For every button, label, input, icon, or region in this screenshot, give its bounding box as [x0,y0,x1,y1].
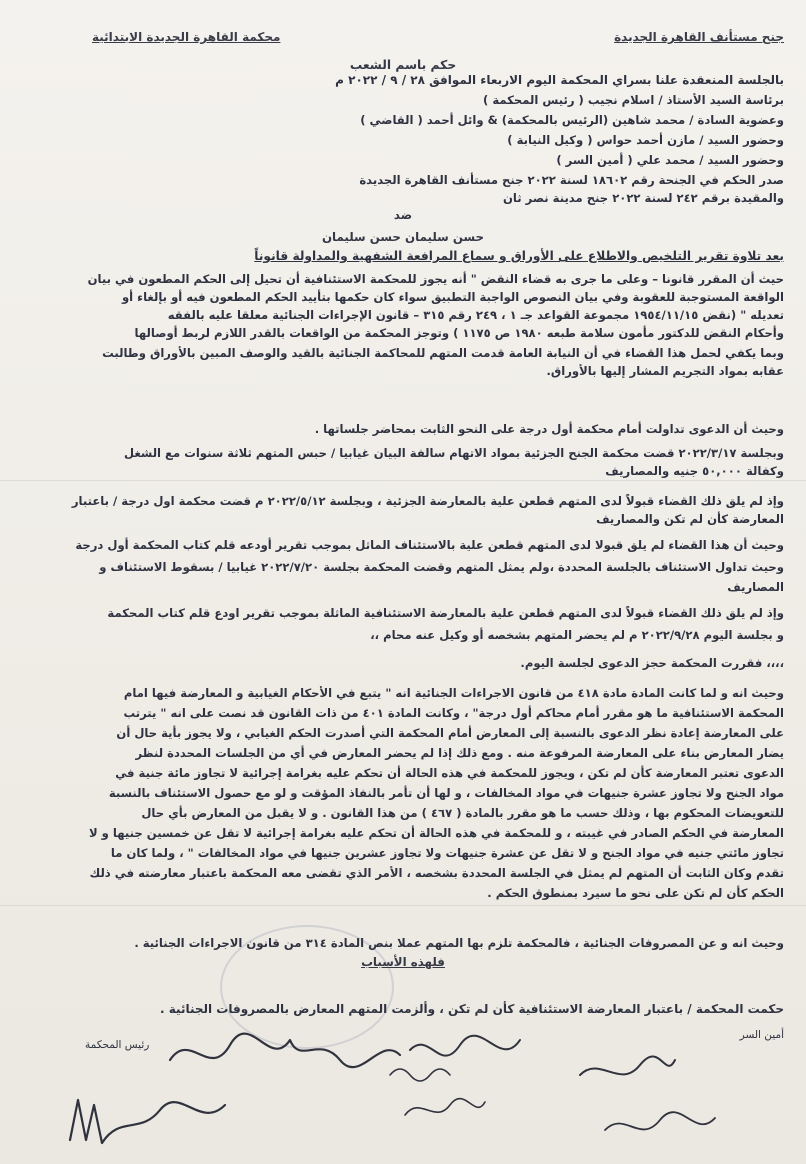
against-label: ضد [393,208,413,222]
body-line: تجاوز مائتي جنيه في مواد الجنح و لا تقل عن عشرة جنيهات ولا تجاوز عشرين جنيها في مواد المخالفات " ، ولما كان ما [110,846,784,860]
paper-fold-line [0,905,806,906]
judgment-title: حكم باسم الشعب [349,58,457,72]
body-line: يضار المعارض بناء على المعارضة المرفوعة منه . ومع ذلك إذا لم يحضر المعارض في أي من الجلسات المحددة لنظر [135,746,784,760]
body-line: الحكم كأن لم تكن على نحو ما سيرد بمنطوق الحكم . [487,886,784,900]
body-line: تقدم وكان الثابت أن المتهم لم يمثل في الجلسة المحددة بشخصه ، الأمر الذي تقضى معه المحكمة باعتبار معارضته في ذلك [89,866,784,880]
stamp-scribble [400,1090,490,1130]
body-line: وإذ لم يلق ذلك القضاء قبولاً لدى المتهم قطعن علية بالمعارضة الجزئية ، وبجلسة ٢٠٢٢/٥/١٢ م قضت محكمة اول درجة / باعتبار [71,494,784,508]
court-header-right: جنح مستأنف القاهرة الجديدة [614,30,784,44]
body-line: وإذ لم يلق ذلك القضاء قبولاً لدى المتهم قطعن علية بالمعارضة الاستئنافية الماثلة بموجب تقرير اودع قلم كتاب المحكمة [107,606,784,620]
body-line: على المعارضة إعادة نظر الدعوى بالنسبة إلى المعارض أمام المحكمة التي أصدرت الحكم الغيابي ، ولا يجوز بأية حال أن [116,726,784,740]
prosecutor-line: وحضور السيد / مازن أحمد حواس ( وكيل النيابة ) [507,133,784,147]
body-line: الدعوى تعتبر المعارضة كأن لم تكن ، ويجوز للمحكمة في هذه الحالة أن تحكم عليه بغرامة إجرائية لا تجاوز مائة جنية في [115,766,784,780]
body-line: وكفالة ٥٠,٠٠٠ جنيه والمصاريف [605,464,784,478]
paper-fold-line [0,480,806,481]
body-line: بعد تلاوة تقرير التلخيص والاطلاع على الأوراق و سماع المرافعة الشفهية والمداولة قانوناً [254,249,784,263]
body-line: للتعويضات المحكوم بها ، وذلك حسب ما هو مقرر بالمادة ( ٤٦٧ ) من هذا القانون . و لا يقبل من المعارض بأي حال [141,806,784,820]
members-line: وعضوية السادة / محمد شاهين (الرئيس بالمحكمة) & وائل أحمد ( القاضي ) [360,113,784,127]
president-signature [60,1085,240,1155]
body-line: وأحكام النقض للدكتور مأمون سلامة طبعه ١٩٨٠ ص ١١٧٥ ) وتوجز المحكمة من الواقعات بالقدر اللازم لربط أوصالها [134,326,784,340]
body-line: وبجلسة ٢٠٢٢/٣/١٧ قضت محكمة الجنح الجزئية بمواد الاتهام سالفة البيان غيابيا / حبس المتهم ثلاثة سنوات مع الشغل [124,446,784,460]
reasons-heading: فلهذه الأسباب [361,955,445,969]
body-line: ،،،، فقررت المحكمة حجز الدعوى لجلسة اليوم. [520,656,784,670]
corner-scribble [600,1100,720,1150]
verdict-line: حكمت المحكمة / باعتبار المعارضة الاستئنافية كأن لم تكن ، وألزمت المتهم المعارض بالمصروفات الجنائية . [160,1002,784,1016]
registration-line: والمقيدة برقم ٢٤٢ لسنة ٢٠٢٢ جنح مدينة نصر ثان [503,191,784,205]
body-line: عقابه بمواد التجريم المشار إليها بالأوراق. [546,364,784,378]
body-line: الواقعة المستوجبة للعقوبة وفي بيان النصوص الواجبة التطبيق سواء كان حكمها بتأييد الحكم المطعون فيه أو بإلغاء أو [121,290,784,304]
clerk-signature-label: أمين السر [739,1029,784,1041]
president-signature-label: رئيس المحكمة [85,1039,150,1051]
body-line: وبما يكفي لحمل هذا القضاء في أن النيابة العامة قدمت المتهم للمحاكمة الجنائية بالقيد والوصف المبين بالأوراق وطالبت [102,346,784,360]
body-line: و بجلسة اليوم ٢٠٢٢/٩/٢٨ م لم يحضر المتهم بشخصه أو وكيل عنه محام ،، [370,628,784,642]
presiding-judge-line: برئاسة السيد الأستاذ / اسلام نجيب ( رئيس المحكمة ) [482,93,784,107]
body-line: مواد الجنح ولا تجاوز عشرة جنيهات في مواد المخالفات ، و لها أن تأمر بالنفاذ المؤقت و لو مع حصول الاستئناف بالنسبة [108,786,784,800]
body-line: حيث أن المقرر قانونا – وعلى ما جرى به قضاء النقض " أنه يجوز للمحكمة الاستئنافية أن تحيل إلى الحكم المطعون في بيان [87,272,784,286]
case-number-line: صدر الحكم في الجنحة رقم ١٨٦٠٢ لسنة ٢٠٢٢ جنح مستأنف القاهرة الجديدة [359,173,784,187]
session-line: بالجلسة المنعقدة علنا بسراي المحكمة اليوم الاربعاء الموافق ٢٨ / ٩ / ٢٠٢٢ م [335,73,784,87]
body-line: المصاريف [727,580,784,594]
court-header-left: محكمة القاهرة الجديدة الابتدائية [92,30,281,44]
body-line: المعارضة في الحكم الصادر في غيبته ، و للمحكمة في هذه الحالة أن تحكم عليه بغرامة إجرائية لا تقل عن خمسين جنيها و لا [88,826,784,840]
defendant-name: حسن سليمان حسن سليمان [321,230,485,244]
clerk-line: وحضور السيد / محمد علي ( أمين السر ) [556,153,784,167]
body-line: وحيث تداول الاستئناف بالجلسة المحددة ،ولم يمثل المتهم وقضت المحكمة بجلسة ٢٠٢٢/٧/٢٠ غيابيا / بسقوط الاستئناف و [99,560,784,574]
body-line: المعارضة كأن لم تكن والمصاريف [596,512,784,526]
body-line: وحيث انه و لما كانت المادة مادة ٤١٨ من قانون الاجراءات الجنائية انه " يتبع في الأحكام الغيابية و المعارضة فيها امام [123,686,784,700]
body-line: وحيث أن الدعوى تداولت أمام محكمة أول درجة على النحو الثابت بمحاضر جلساتها . [314,422,784,436]
body-line: تعديله " (نقض ١٩٥٤/١١/١٥ مجموعة القواعد جـ ١ ، ٢٤٩ رقم ٣١٥ – قانون الإجراءات الجنائية معلقا عليه بالفقه [167,308,784,322]
body-line: وحيث انه و عن المصروفات الجنائية ، فالمحكمة تلزم بها المتهم عملا بنص المادة ٣١٤ من قانون الاجراءات الجنائية . [134,936,784,950]
body-line: وحيث أن هذا القضاء لم يلق قبولا لدى المتهم قطعن علية بالاستئناف الماثل بموجب تقرير أودعه قلم كتاب المحكمة أول درجة [75,538,784,552]
body-line: المحكمة الاستئنافية ما هو مقرر أمام محاكم أول درجة" ، وكانت المادة ٤٠١ من ذات القانون قد نصت على انه " يترتب [123,706,784,720]
